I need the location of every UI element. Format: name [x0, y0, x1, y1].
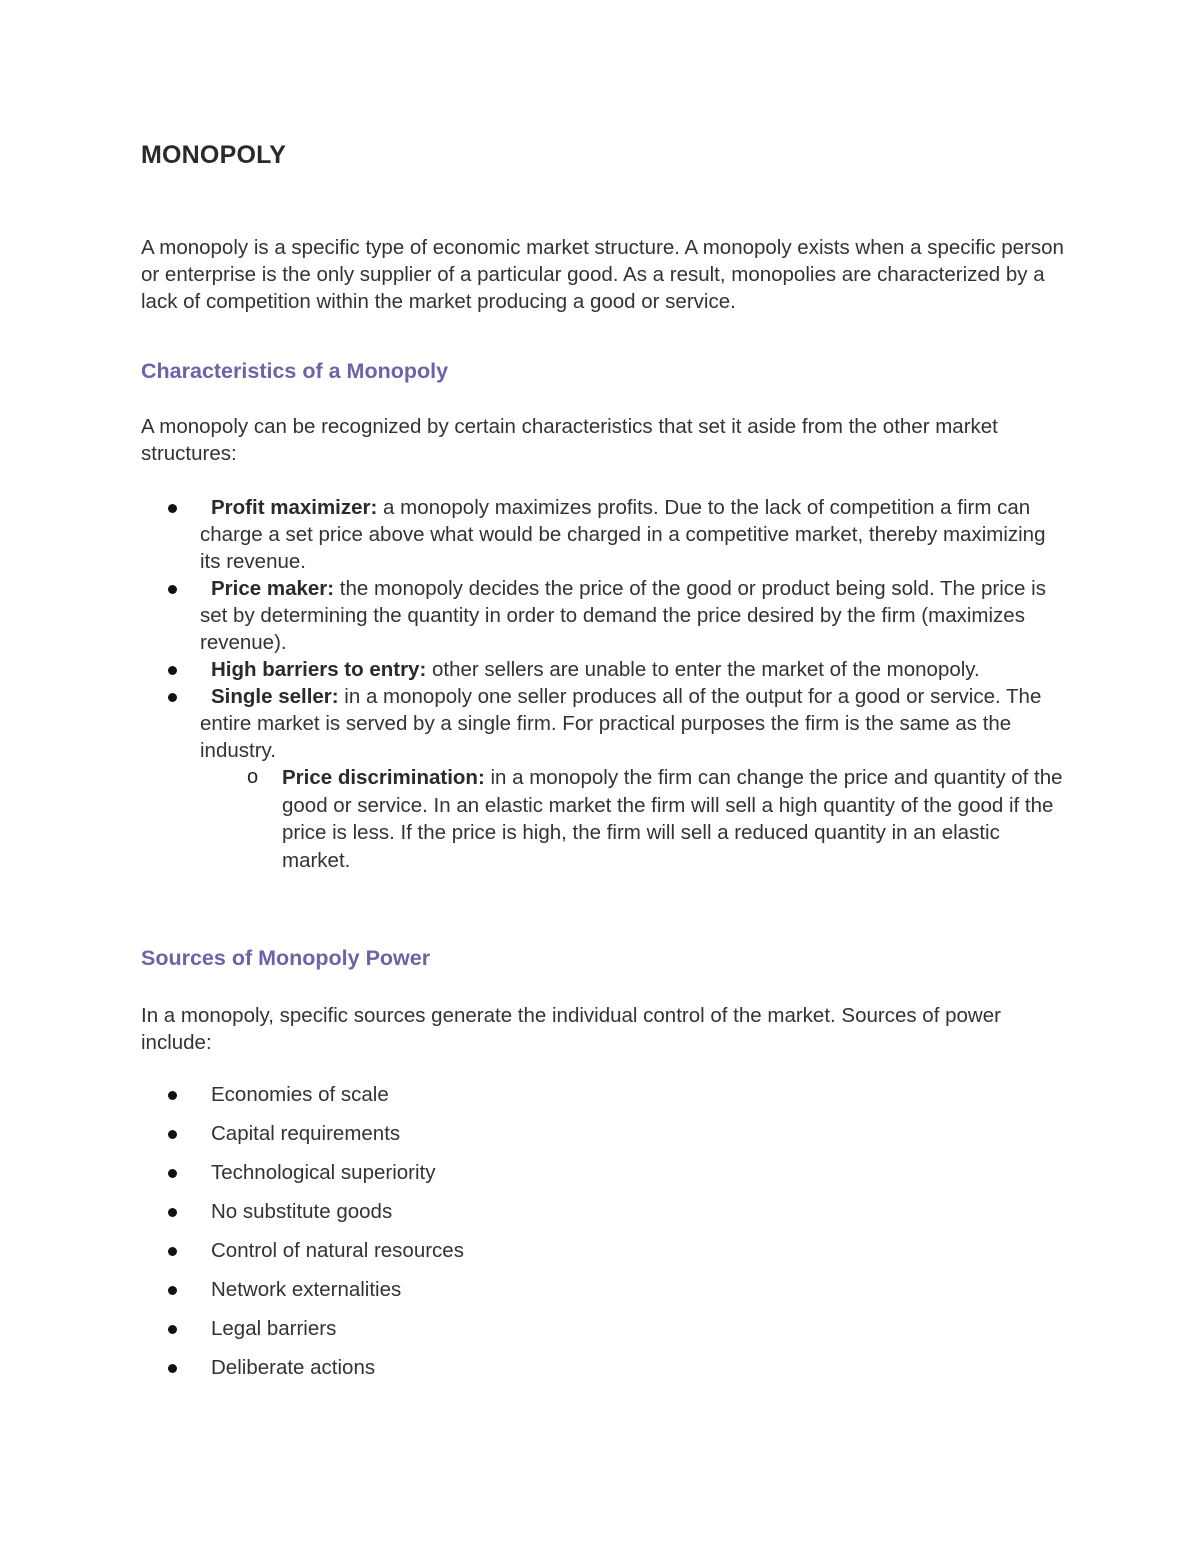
bullet-icon — [168, 1247, 177, 1256]
bullet-icon — [168, 1130, 177, 1139]
bullet-icon — [168, 1286, 177, 1295]
list-item-text: Control of natural resources — [211, 1239, 464, 1262]
list-item — [141, 1276, 741, 1315]
sublist-item-lead: Price discrimination: — [282, 766, 485, 789]
list-item-text: Economies of scale — [211, 1083, 389, 1106]
list-item-text: Deliberate actions — [211, 1356, 376, 1379]
bullet-icon — [168, 1364, 177, 1373]
bullet-icon — [168, 1325, 177, 1334]
characteristics-list — [141, 494, 1071, 874]
sources-paragraph: In a monopoly, specific sources generate the individual control of the market. Sources of power include: — [141, 1004, 1001, 1054]
bullet-icon — [168, 666, 177, 675]
list-item — [141, 1198, 741, 1237]
list-item-text: Technological superiority — [211, 1161, 436, 1184]
list-item — [141, 1315, 741, 1354]
list-item — [141, 656, 1071, 683]
list-item-text: a monopoly maximizes profits. Due to the lack of competition a firm can charge a set price above what would be charged in a competitive market, thereby maximizing its revenue. — [200, 496, 1046, 573]
list-item — [141, 575, 1071, 656]
bullet-icon — [168, 1091, 177, 1100]
bullet-icon — [168, 585, 177, 594]
list-item-text: Capital requirements — [211, 1122, 401, 1145]
list-item-text: Network externalities — [211, 1278, 402, 1301]
list-item-lead: Single seller: — [211, 685, 339, 708]
bullet-icon — [168, 504, 177, 513]
bullet-icon — [168, 1208, 177, 1217]
list-item — [141, 1120, 741, 1159]
bullet-icon — [168, 1169, 177, 1178]
list-item — [141, 494, 1071, 575]
sublist-item-text: in a monopoly the firm can change the price and quantity of the good or service. In an elastic market the firm will sell a high quantity of the good if the price is less. If the price is high, the firm will sell a reduced quantity in an elastic market. — [282, 766, 1063, 872]
list-item-lead: High barriers to entry: — [211, 658, 427, 681]
bullet-icon — [168, 693, 177, 702]
document-title: MONOPOLY — [141, 141, 287, 169]
intro-paragraph: A monopoly is a specific type of economic market structure. A monopoly exists when a specific person or enterprise is the only supplier of a particular good. As a result, monopolies are characterized by a lack of competition within the market producing a good or service. — [141, 236, 1064, 313]
list-item — [141, 1081, 741, 1120]
list-item-text: the monopoly decides the price of the good or product being sold. The price is set by determining the quantity in order to demand the price desired by the firm (maximizes revenue). — [200, 577, 1046, 654]
list-item-text: Legal barriers — [211, 1317, 337, 1340]
list-item-text: other sellers are unable to enter the market of the monopoly. — [426, 658, 980, 681]
section-heading-sources: Sources of Monopoly Power — [141, 946, 431, 970]
sublist-item — [200, 764, 1071, 874]
section-heading-characteristics: Characteristics of a Monopoly — [141, 359, 449, 383]
list-item-lead: Profit maximizer: — [211, 496, 378, 519]
list-item-text: in a monopoly one seller produces all of the output for a good or service. The entire market is served by a single firm. For practical purposes the firm is the same as the industry. — [200, 685, 1042, 762]
characteristics-sublist — [200, 764, 1071, 874]
list-item — [141, 683, 1071, 874]
hollow-bullet-icon: o — [247, 766, 259, 788]
list-item — [141, 1354, 741, 1393]
list-item — [141, 1159, 741, 1198]
characteristics-paragraph: A monopoly can be recognized by certain characteristics that set it aside from the other market structures: — [141, 415, 998, 465]
sources-list — [141, 1081, 741, 1393]
list-item-text: No substitute goods — [211, 1200, 393, 1223]
list-item — [141, 1237, 741, 1276]
list-item-lead: Price maker: — [211, 577, 335, 600]
